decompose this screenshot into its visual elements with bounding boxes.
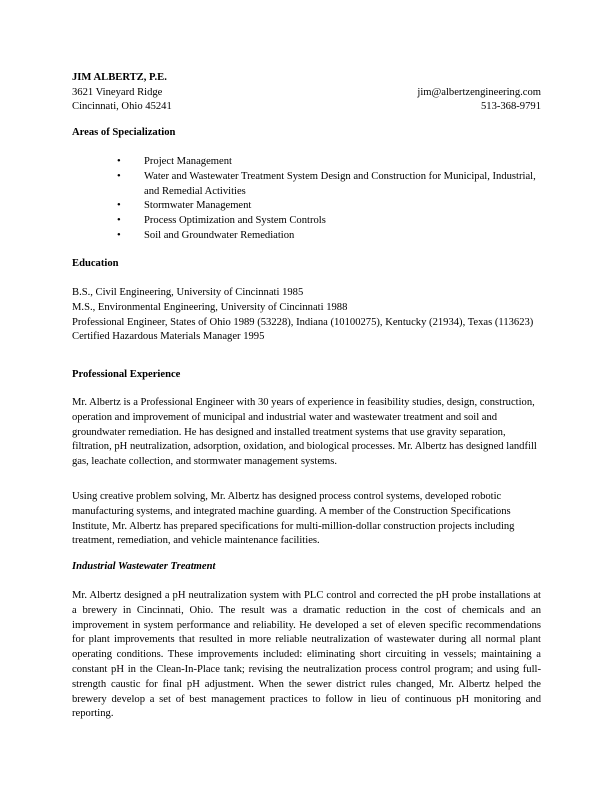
bullet-icon: •: [117, 229, 121, 241]
professional-paragraph-2: Using creative problem solving, Mr. Albertz has designed process control systems, developed robotic manufacturing systems, and integrated machine guarding. A member of the Construction Specifications Institute, Mr. Albertz has prepared specifications for multi-million-dollar construction projects including treatment, remediation, and vehicle maintenance facilities.: [72, 491, 515, 547]
candidate-name: JIM ALBERTZ, P.E.: [72, 72, 167, 83]
bullet-icon: •: [117, 156, 121, 167]
bullet-icon: •: [117, 170, 121, 182]
education-heading: Education: [72, 258, 119, 269]
specialization-list: [72, 155, 541, 244]
phone-number: 513-368-9791: [480, 101, 541, 113]
education-line: M.S., Environmental Engineering, University of Cincinnati 1988: [72, 301, 348, 313]
contact-block: [72, 86, 541, 116]
specialization-heading: Areas of Specialization: [72, 127, 176, 138]
bullet-icon: •: [117, 200, 121, 212]
list-item: • Soil and Groundwater Remediation: [72, 229, 541, 244]
education-line: Certified Hazardous Materials Manager 1995: [72, 331, 265, 343]
list-item: • Water and Wastewater Treatment System Design and Construction for Municipal, Industrial, and Remedial Activities: [117, 170, 536, 197]
street-address: 3621 Vineyard Ridge: [72, 86, 163, 98]
contact-row-2: [72, 100, 541, 115]
city-state-zip: Cincinnati, Ohio 45241: [72, 101, 172, 113]
list-item: • Stormwater Management: [72, 199, 541, 214]
education-line: B.S., Civil Engineering, University of Cincinnati 1985: [72, 287, 304, 298]
education-list: [72, 286, 541, 345]
list-item: • Project Management: [72, 155, 541, 170]
professional-heading: Professional Experience: [72, 369, 181, 380]
education-line: Professional Engineer, States of Ohio 1989 (53228), Indiana (10100275), Kentucky (21934), Texas (113623): [72, 316, 534, 328]
list-item: • Process Optimization and System Controls: [72, 214, 541, 229]
contact-row-1: [72, 86, 541, 101]
industrial-paragraph: Mr. Albertz designed a pH neutralization system with PLC control and corrected the pH probe installations at a brewery in Cincinnati, Ohio. The result was a dramatic reduction in the cost of chemicals and an improvement in system performance and reliability. He developed a set of eleven specific recommendations for plant improvements that resulted in more reliable neutralization of wastewater during all normal plant operating conditions. These improvements included: eliminating short circuiting in vessels; maintaining a constant pH in the Clean-In-Place tank; revising the neutralization process control program; and using full-strength caustic for final pH adjustment. When the sewer district rules changed, Mr. Albertz helped the brewery develop a set of best management practices to follow in lieu of continuous pH monitoring and reporting.: [72, 590, 541, 720]
industrial-heading: Industrial Wastewater Treatment: [72, 561, 216, 572]
email-address: jim@albertzengineering.com: [417, 86, 541, 98]
professional-paragraph-1: Mr. Albertz is a Professional Engineer with 30 years of experience in feasibility studies, design, construction, operation and improvement of municipal and industrial water and wastewater treatment and soil and groundwater remediation. He has designed and installed treatment systems that use gravity separation, filtration, pH neutralization, adsorption, oxidation, and biological processes. Mr. Albertz has designed landfill gas, leachate collection, and stormwater management systems.: [72, 397, 537, 468]
bullet-icon: •: [117, 215, 121, 227]
